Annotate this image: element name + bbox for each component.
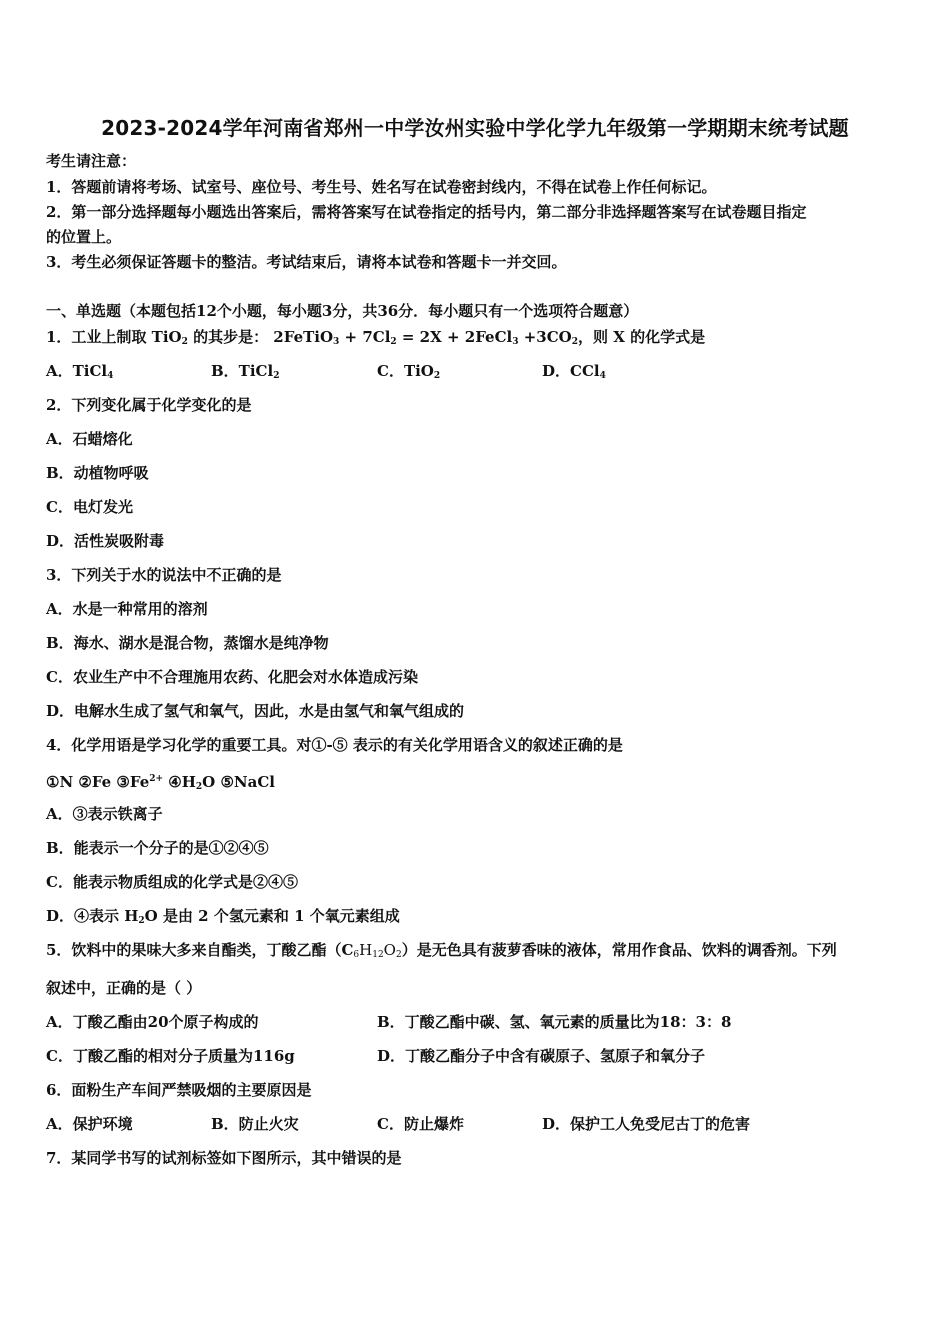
question-1-stem: 1．工业上制取 TiO$_2$ 的其步是： 2FeTiO$_3$ + $7Cl_2 = 2X$ + 2FeCl$_3$ $+3CO_2$，则 X 的化学式是 xyxy=(46,328,706,347)
question-5-stem-cont: 叙述中，正确的是（ ） xyxy=(46,979,202,997)
question-5-stem: 5．饮料中的果味大多来自酯类，丁酸乙酯$(C_6H_{12}O_2)$是无色具有菠萝香味的液体，常用作食品、饮料的调香剂。下列 xyxy=(46,941,837,960)
question-6-stem: 6．面粉生产车间严禁吸烟的主要原因是 xyxy=(46,1081,312,1099)
question-3-option-a: A．水是一种常用的溶剂 xyxy=(46,600,208,618)
question-1-option-b: B．TiCl$_2$ xyxy=(211,362,280,381)
question-5-option-a: A．丁酸乙酯由20个原子构成的 xyxy=(46,1013,259,1031)
question-7-stem: 7．某同学书写的试剂标签如下图所示，其中错误的是 xyxy=(46,1149,402,1167)
question-3-option-c: C．农业生产中不合理施用农药、化肥会对水体造成污染 xyxy=(46,668,418,686)
notice-item-3: 3．考生必须保证答题卡的整洁。考试结束后，请将本试卷和答题卡一并交回。 xyxy=(46,253,567,271)
question-2-option-c: C．电灯发光 xyxy=(46,498,133,516)
question-2-stem: 2．下列变化属于化学变化的是 xyxy=(46,396,252,414)
question-2-option-b: B．动植物呼吸 xyxy=(46,464,149,482)
notice-heading: 考生请注意： xyxy=(46,152,137,170)
question-3-option-b: B．海水、湖水是混合物，蒸馏水是纯净物 xyxy=(46,634,329,652)
question-5-option-b: B．丁酸乙酯中碳、氢、氧元素的质量比为18：3：8 xyxy=(377,1013,732,1031)
question-4-stem: 4．化学用语是学习化学的重要工具。对①-⑤ 表示的有关化学用语含义的叙述正确的是 xyxy=(46,736,623,754)
question-1-option-a: A．TiCl$_4$ xyxy=(46,362,114,381)
question-3-option-d: D．电解水生成了氢气和氧气，因此，水是由氢气和氧气组成的 xyxy=(46,702,465,720)
question-6-option-a: A．保护环境 xyxy=(46,1115,133,1133)
question-2-option-a: A．石蜡熔化 xyxy=(46,430,133,448)
question-3-stem: 3．下列关于水的说法中不正确的是 xyxy=(46,566,282,584)
question-1-option-c: C．TiO$_2$ xyxy=(377,362,441,381)
exam-title: 2023-2024学年河南省郑州一中学汝州实验中学化学九年级第一学期期末统考试题 xyxy=(101,116,849,140)
question-6-option-c: C．防止爆炸 xyxy=(377,1115,464,1133)
question-1-option-d: D．CCl$_4$ xyxy=(542,362,606,381)
notice-item-2-cont: 的位置上。 xyxy=(46,228,122,246)
question-4-option-d: D．④表示 $H_2O$ 是由 2 个氢元素和 1 个氧元素组成 xyxy=(46,907,400,926)
question-4-symbols: ①N ②Fe $③Fe^{2+}$ $④H_2O$ ⑤NaCl xyxy=(46,773,275,792)
notice-item-1: 1．答题前请将考场、试室号、座位号、考生号、姓名写在试卷密封线内，不得在试卷上作任何标记。 xyxy=(46,178,717,196)
notice-item-2: 2．第一部分选择题每小题选出答案后，需将答案写在试卷指定的括号内，第二部分非选择题答案写在试卷题目指定 xyxy=(46,203,807,221)
question-5-option-d: D．丁酸乙酯分子中含有碳原子、氢原子和氧分子 xyxy=(377,1047,706,1065)
question-2-option-d: D．活性炭吸附毒 xyxy=(46,532,165,550)
question-5-option-c: C．丁酸乙酯的相对分子质量为116g xyxy=(46,1047,295,1065)
section-heading: 一、单选题（本题包括12个小题，每小题3分，共36分．每小题只有一个选项符合题意） xyxy=(46,302,639,320)
question-4-option-a: A．③表示铁离子 xyxy=(46,805,163,823)
question-6-option-b: B．防止火灾 xyxy=(211,1115,299,1133)
question-4-option-b: B．能表示一个分子的是①②④⑤ xyxy=(46,839,269,857)
question-6-option-d: D．保护工人免受尼古丁的危害 xyxy=(542,1115,751,1133)
question-4-option-c: C．能表示物质组成的化学式是②④⑤ xyxy=(46,873,298,891)
